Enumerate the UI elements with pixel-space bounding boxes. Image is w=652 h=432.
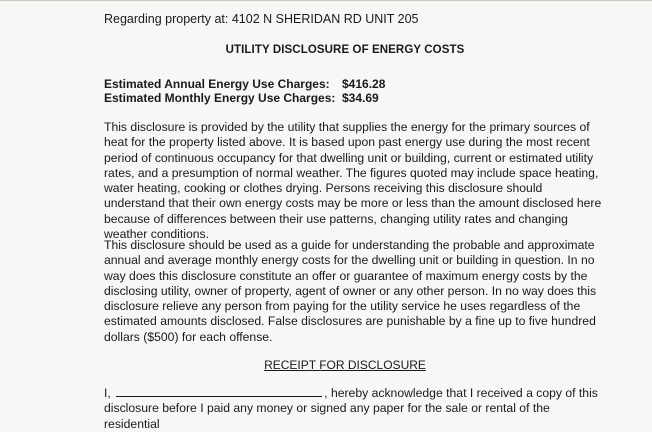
disclosure-paragraph-2: This disclosure should be used as a guide for understanding the probable and approximate annual and average monthly energy costs for the dwelling unit or building in question. In no way does this disclosure constitute an offer or guarantee of maximum energy costs by the disclosing utility, owner of property, agent of owner or any other person. In no way does this disclosure relieve any person from paying for the utility service he uses regardless of the estimated amounts disclosed. False disclosures are punishable by a fine up to five hundred dollars ($500) for each offense. [104,238,597,344]
monthly-charge-row [104,91,379,105]
page-edge [0,0,652,1]
monthly-charge-value: $34.69 [342,91,379,105]
receipt-heading: RECEIPT FOR DISCLOSURE [264,358,426,372]
annual-charge-value: $416.28 [342,77,386,91]
monthly-charge-label: Estimated Monthly Energy Use Charges: [104,91,336,105]
acknowledgement-text [104,386,604,432]
acknowledgement-body: , hereby acknowledge that I received a copy of this disclosure before I paid any money or signed any paper for the sale or rental of the residential [104,386,598,431]
property-reference: Regarding property at: 4102 N SHERIDAN RD UNIT 205 [104,12,419,26]
document-title: UTILITY DISCLOSURE OF ENERGY COSTS [225,44,465,56]
disclosure-paragraph-1: This disclosure is provided by the utility that supplies the energy for the primary sources of heat for the property listed above. It is based upon past energy use during the most recent period of continuous occupancy for that dwelling unit or building, current or estimated utility rates, and a presumption of normal weather. The figures quoted may include space heating, water heating, cooking or clothes drying. Persons receiving this disclosure should understand that their own energy costs may be more or less than the amount disclosed here because of differences between their use patterns, changing utility rates and changing weather conditions. [104,120,602,242]
annual-charge-row [104,77,385,91]
signature-blank-line[interactable] [116,386,322,397]
annual-charge-label: Estimated Annual Energy Use Charges: [104,77,330,91]
acknowledgement-prefix: I, [104,386,111,400]
